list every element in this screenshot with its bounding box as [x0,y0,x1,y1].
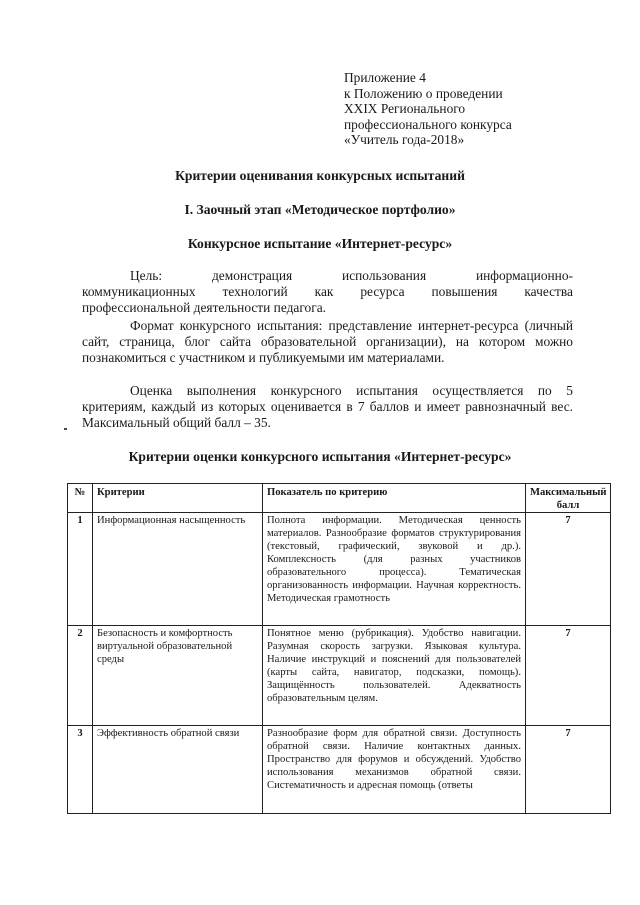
row-criterion: Эффективность обратной связи [93,726,263,814]
row-number: 3 [68,726,93,814]
row-max-score: 7 [526,513,611,626]
table-row [68,626,611,726]
scan-mark [64,428,67,430]
table-row [68,726,611,814]
table-header-row [68,484,611,513]
goal-line: коммуникационных технологий как ресурса повышения качества [82,284,573,299]
row-number: 2 [68,626,93,726]
contest-heading: Конкурсное испытание «Интернет-ресурс» [187,236,453,251]
goal-line: профессиональной деятельности педагога. [82,300,326,315]
table-row [68,513,611,626]
row-indicator: Понятное меню (рубрикация). Удобство навигации. Разумная скорость загрузки. Языковая культура. Наличие инструкций и пояснений для пользователей (карты сайта, навигатор, подсказки, помощь). Защищённость пользователей. Адекватность образовательным целям. [263,626,526,726]
goal-paragraph [82,268,573,316]
goal-line: Цель: демонстрация использования информационно- [130,268,573,283]
stage-heading: I. Заочный этап «Методическое портфолио» [184,202,456,217]
row-indicator: Разнообразие форм для обратной связи. Доступность обратной связи. Наличие контактных данных. Пространство для форумов и обсуждений. Удобство использования механизмов обратной связи. Систематичность и адресная помощь (ответы [263,726,526,814]
row-max-score: 7 [526,626,611,726]
header-criterion: Критерии [93,484,263,513]
appendix-line: к Положению о проведении [344,85,503,101]
row-criterion: Безопасность и комфортность виртуальной образовательной среды [93,626,263,726]
header-indicator: Показатель по критерию [263,484,526,513]
document-title: Критерии оценивания конкурсных испытаний [175,168,465,183]
header-number: № [68,484,93,513]
row-number: 1 [68,513,93,626]
header-max-score: Максимальный балл [526,484,611,513]
appendix-note [344,70,512,148]
criteria-table [67,483,611,814]
format-paragraph: Формат конкурсного испытания: представление интернет-ресурса (личный сайт, страница, блог сайта образовательной организации), на котором можно познакомиться с участником и публикуемыми им материалами. [82,318,573,365]
row-criterion: Информационная насыщенность [93,513,263,626]
table-title: Критерии оценки конкурсного испытания «Интернет-ресурс» [128,449,512,464]
row-indicator: Полнота информации. Методическая ценность материалов. Разнообразие форматов структурирования (текстовый, графический, звуковой и др.). Комплексность (для разных участников образовательного процесса). Тематическая организованность информации. Научная корректность. Методическая грамотность [263,513,526,626]
evaluation-paragraph: Оценка выполнения конкурсного испытания осуществляется по 5 критериям, каждый из которых оценивается в 7 баллов и имеет равнозначный вес. Максимальный общий балл – 35. [82,383,573,430]
appendix-line: профессионального конкурса [344,116,512,132]
appendix-line: XXIX Регионального [344,101,466,117]
appendix-line: Приложение 4 [344,70,426,85]
row-max-score: 7 [526,726,611,814]
appendix-line: «Учитель года-2018» [344,132,465,148]
